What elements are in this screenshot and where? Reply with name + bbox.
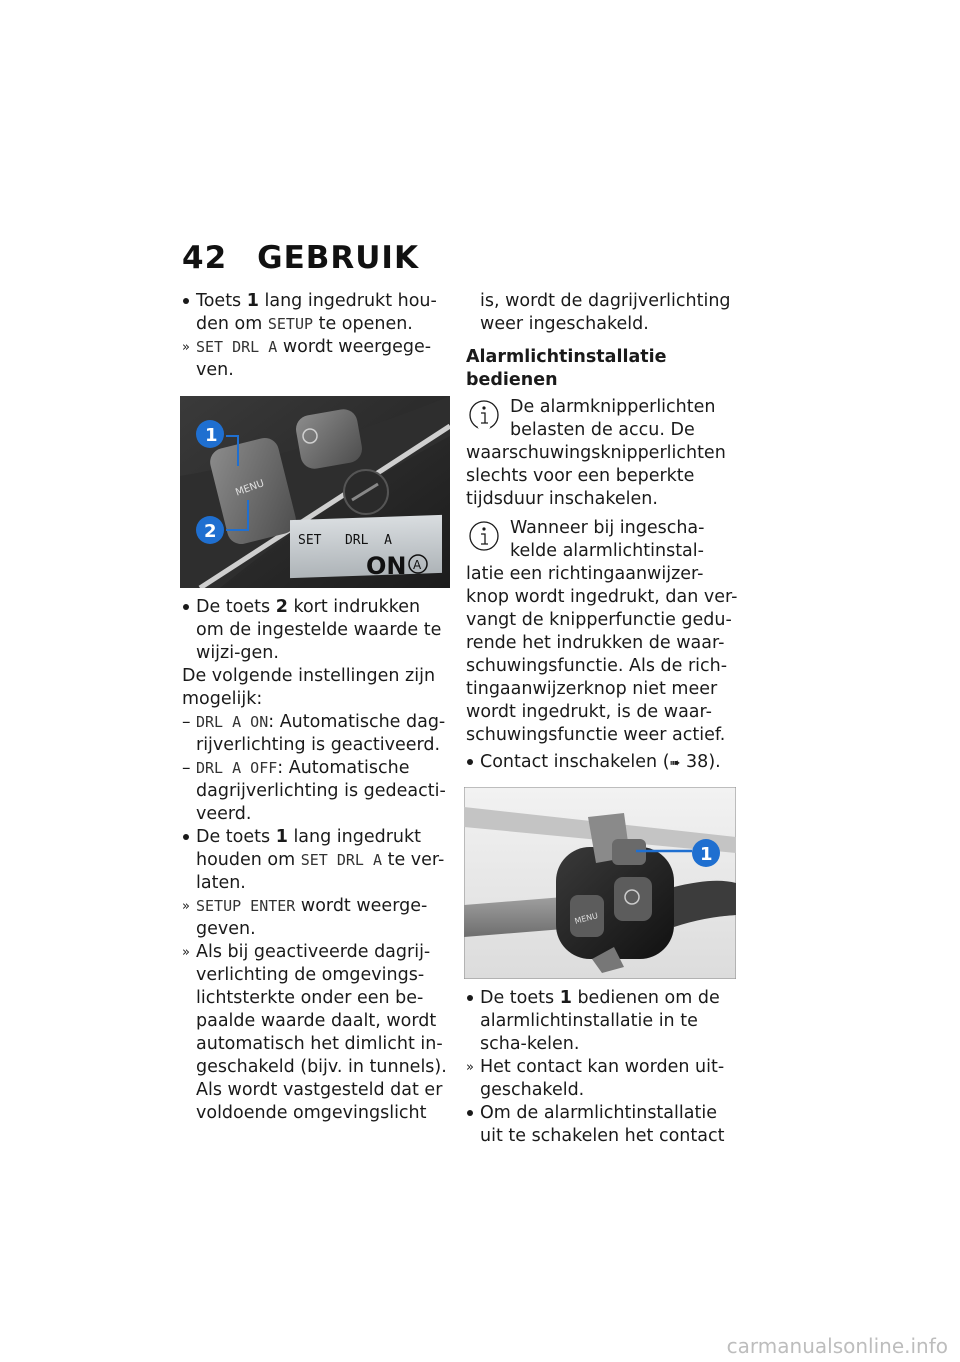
list-item: – DRL A ON: Automatische dag-rijverlichting is geactiveerd. xyxy=(182,712,446,755)
paragraph: De volgende instellingen zijn mogelijk: xyxy=(182,666,436,709)
result-arrow-icon: » xyxy=(182,340,190,355)
list-item: De toets 1 bedienen om de alarmlichtinstallatie in te scha-kelen. xyxy=(480,988,720,1054)
result-arrow-icon: » xyxy=(182,945,190,960)
menu-button-label: MENU xyxy=(234,478,266,499)
section-heading: Alarmlichtinstallatie bedienen xyxy=(466,347,667,390)
left-column xyxy=(182,290,452,1125)
dash-icon: – xyxy=(182,758,191,778)
list-item: » SET DRL A wordt weergege-ven. xyxy=(182,337,432,380)
list-item: De toets 1 lang ingedrukt houden om SET DRL A te ver-laten. xyxy=(196,827,445,893)
page-header xyxy=(182,240,419,276)
page-ref-arrow-icon: ➠ xyxy=(669,756,681,771)
list-item: Contact inschakelen (➠ 38). xyxy=(480,752,721,772)
lcd-bottom-text: ON xyxy=(366,552,407,580)
callout-2: 2 xyxy=(204,521,217,542)
info-note: De alarmknipperlichten belasten de accu. De waarschuwingsknipperlichten slechts voor een beperkte tijdsduur inschakelen. xyxy=(466,397,726,509)
page-title: GEBRUIK xyxy=(257,240,419,276)
list-item: » Als bij geactiveerde dagrij-verlichting de omgevings-lichtsterkte onder een be-paalde waarde daalt, wordt automatisch het dimlicht in-geschakeld (bijv. in tunnels). Als wordt vastgesteld dat er voldoende omgevingslicht xyxy=(182,942,447,1123)
list-item: Om de alarmlichtinstallatie uit te schakelen het contact xyxy=(480,1103,725,1146)
info-note: Wanneer bij ingescha-kelde alarmlichtinstal-latie een richtingaanwijzer-knop wordt ingedrukt, dan ver-vangt de knipperfunctie gedu-rende het indrukken de waar-schuwingsfunctie. Als de rich-tingaanwijzerknop niet meer wordt ingedrukt, is de waar-schuwingsfunctie weer actief. xyxy=(466,518,738,745)
callout-1: 1 xyxy=(700,844,713,865)
page-ref[interactable]: 38 xyxy=(686,752,709,772)
menu-button-label: MENU xyxy=(573,911,599,926)
watermark-footer: carmanualsonline.info xyxy=(726,1334,948,1358)
right-column xyxy=(466,290,740,1148)
lcd-top-text: SET DRL A xyxy=(298,533,392,548)
info-icon xyxy=(466,398,502,436)
list-item: – DRL A OFF: Automatische dagrijverlichting is gedeacti-veerd. xyxy=(182,758,446,824)
figure-menu-switch xyxy=(180,396,450,588)
paragraph: is, wordt de dagrijverlichting weer ingeschakeld. xyxy=(480,291,731,334)
list-item: De toets 2 kort indrukken om de ingestelde waarde te wijzi-gen. xyxy=(196,597,442,663)
callout-1: 1 xyxy=(205,425,218,446)
svg-text:A: A xyxy=(413,558,422,572)
dash-icon: – xyxy=(182,712,191,732)
list-item: Toets 1 lang ingedrukt hou-den om SETUP te openen. xyxy=(196,291,437,334)
list-item: » Het contact kan worden uit-geschakeld. xyxy=(466,1057,725,1100)
result-arrow-icon: » xyxy=(182,899,190,914)
result-arrow-icon: » xyxy=(466,1060,474,1075)
page-number: 42 xyxy=(182,240,228,276)
list-item: » SETUP ENTER wordt weerge-geven. xyxy=(182,896,428,939)
info-icon xyxy=(466,519,502,557)
figure-hazard-switch xyxy=(464,787,736,979)
